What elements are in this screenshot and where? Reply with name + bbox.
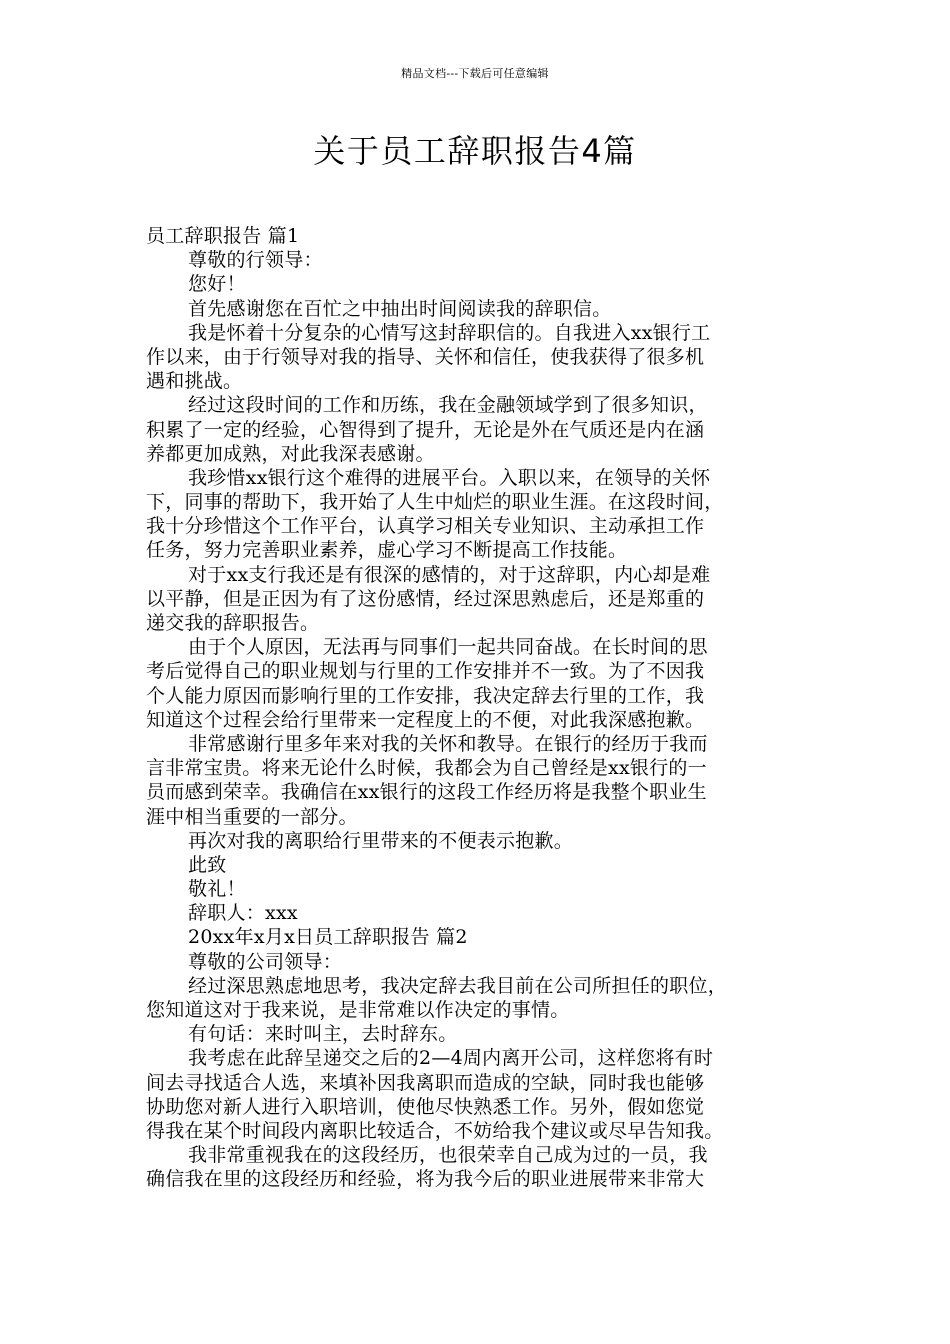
- body-line: 经过深思熟虑地思考，我决定辞去我目前在公司所担任的职位，: [188, 974, 728, 997]
- body-line: 以平静，但是正因为有了这份感情，经过深思熟虑后，还是郑重的: [146, 587, 705, 610]
- body-line: 个人能力原因而影响行里的工作安排，我决定辞去行里的工作，我: [146, 684, 705, 707]
- body-line: 知道这个过程会给行里带来一定程度上的不便，对此我深感抱歉。: [146, 708, 705, 731]
- body-line: 我是怀着十分复杂的心情写这封辞职信的。自我进入xx银行工: [188, 321, 711, 344]
- body-line: 首先感谢您在百忙之中抽出时间阅读我的辞职信。: [188, 297, 612, 320]
- body-line: 尊敬的行领导：: [188, 249, 323, 272]
- body-line: 员工辞职报告 篇1: [146, 225, 300, 247]
- body-line: 积累了一定的经验，心智得到了提升，无论是外在气质还是内在涵: [146, 418, 705, 441]
- body-line: 尊敬的公司领导：: [188, 950, 343, 973]
- body-line: 经过这段时间的工作和历练，我在金融领域学到了很多知识，: [188, 394, 708, 417]
- body-line: 对于xx支行我还是有很深的感情的，对于这辞职，内心却是难: [188, 563, 711, 586]
- body-line: 递交我的辞职报告。: [146, 612, 320, 634]
- body-line: 此致: [188, 853, 227, 876]
- body-line: 任务，努力完善职业素养，虚心学习不断提高工作技能。: [146, 539, 628, 562]
- body-line: 我十分珍惜这个工作平台，认真学习相关专业知识、主动承担工作: [146, 515, 705, 538]
- body-line: 我非常重视我在的这段经历，也很荣幸自己成为过的一员，我: [188, 1144, 708, 1167]
- body-line: 您知道这对于我来说，是非常难以作决定的事情。: [146, 999, 570, 1021]
- body-line: 确信我在里的这段经历和经验，将为我今后的职业进展带来非常大: [146, 1168, 705, 1191]
- body-line: 言非常宝贵。将来无论什么时候，我都会为自己曾经是xx银行的一: [146, 757, 707, 780]
- body-line: 20xx年x月x日员工辞职报告 篇2: [188, 926, 468, 949]
- body-line: 您好！: [188, 273, 246, 296]
- body-line: 间去寻找适合人选，来填补因我离职而造成的空缺，同时我也能够: [146, 1071, 705, 1094]
- document-body: [146, 224, 806, 1192]
- body-line: 我珍惜xx银行这个难得的进展平台。入职以来，在领导的关怀: [188, 466, 711, 489]
- body-line: 得我在某个时间段内离职比较适合，不妨给我个建议或尽早告知我。: [146, 1119, 724, 1142]
- body-line: 遇和挑战。: [146, 370, 243, 393]
- body-line: 敬礼！: [188, 878, 246, 901]
- body-line: 非常感谢行里多年来对我的关怀和教导。在银行的经历于我而: [188, 732, 708, 755]
- body-line: 辞职人：xxx: [188, 902, 298, 925]
- body-line: 有句话：来时叫主，去时辞东。: [188, 1023, 458, 1046]
- body-line: 再次对我的离职给行里带来的不便表示抱歉。: [188, 829, 574, 852]
- body-line: 作以来，由于行领导对我的指导、关怀和信任，使我获得了很多机: [146, 345, 705, 368]
- document-title: 关于员工辞职报告4篇: [313, 132, 637, 170]
- body-line: 协助您对新人进行入职培训，使他尽快熟悉工作。另外，假如您觉: [146, 1095, 705, 1118]
- body-line: 养都更加成熟，对此我深表感谢。: [146, 442, 435, 465]
- body-line: 员而感到荣幸。我确信在xx银行的这段工作经历将是我整个职业生: [146, 781, 707, 804]
- page-header-note: 精品文档---下载后可任意编辑: [401, 67, 549, 80]
- body-line: 由于个人原因，无法再与同事们一起共同奋战。在长时间的思: [188, 636, 708, 659]
- body-line: 我考虑在此辞呈递交之后的2—4周内离开公司，这样您将有时: [188, 1047, 714, 1070]
- body-line: 考后觉得自己的职业规划与行里的工作安排并不一致。为了不因我: [146, 660, 705, 683]
- body-line: 下，同事的帮助下，我开始了人生中灿烂的职业生涯。在这段时间，: [146, 491, 724, 514]
- body-line: 涯中相当重要的一部分。: [146, 805, 358, 828]
